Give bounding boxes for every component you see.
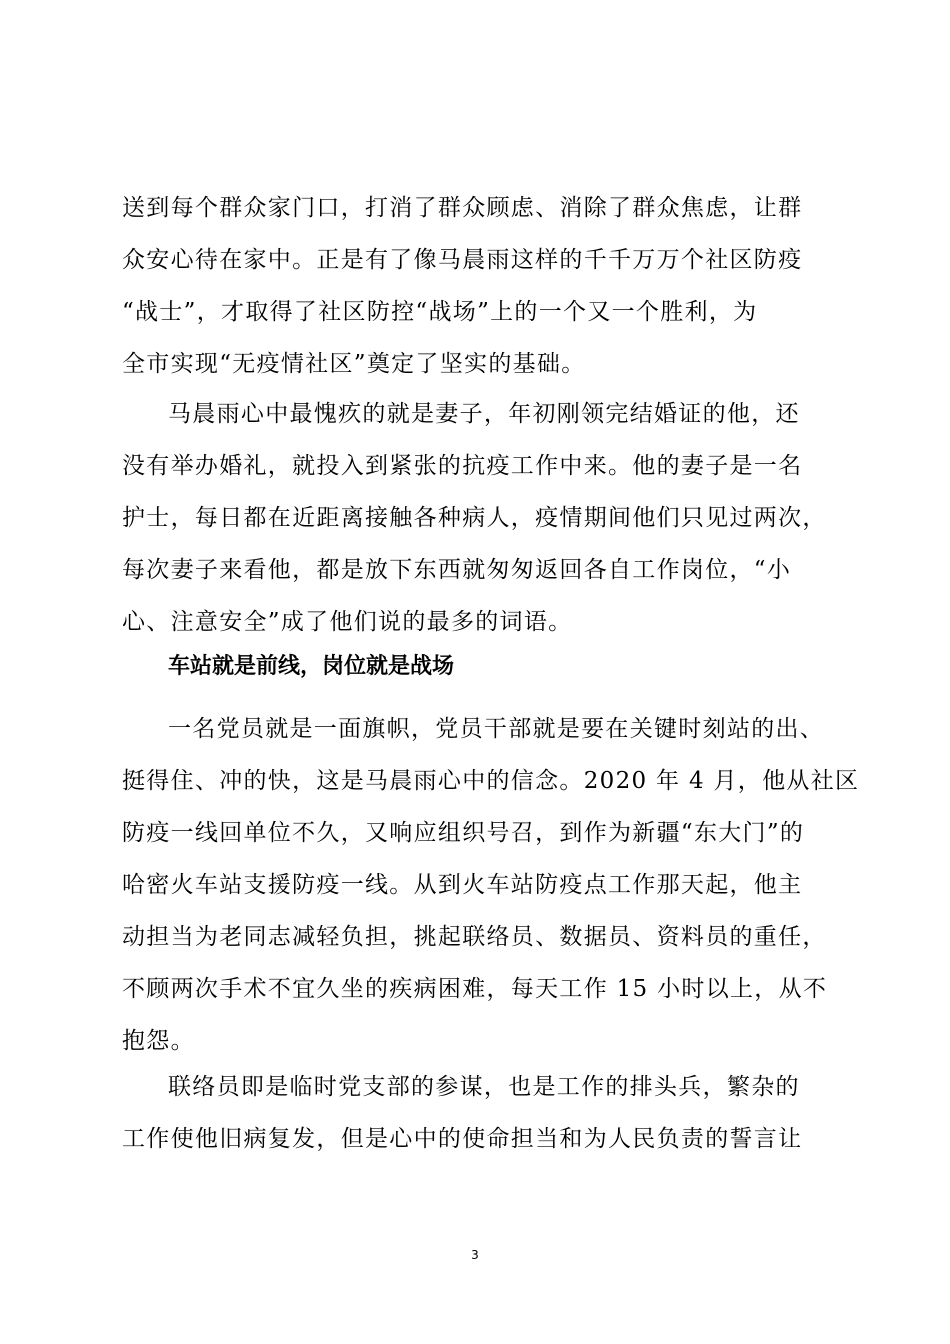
section-heading: 车站就是前线，岗位就是战场	[168, 654, 455, 679]
paragraph-liaison	[122, 1061, 828, 1165]
text-line: 防疫一线回单位不久，又响应组织号召，到作为新疆“东大门”的	[122, 820, 805, 846]
text-line: 挺得住、冲的快，这是马晨雨心中的信念。2020 年 4 月，他从社区	[122, 768, 860, 794]
paragraph	[122, 1061, 828, 1165]
paragraph-continued	[122, 182, 828, 390]
paragraph-wife	[122, 388, 828, 648]
text-line: 动担当为老同志减轻负担，挑起联络员、数据员、资料员的重任，	[122, 924, 827, 950]
text-line: 送到每个群众家门口，打消了群众顾虑、消除了群众焦虑，让群	[122, 195, 803, 221]
paragraph-station	[122, 703, 860, 1067]
text-line: 马晨雨心中最愧疚的就是妻子，年初刚领完结婚证的他，还	[168, 401, 800, 427]
text-line: 联络员即是临时党支部的参谋，也是工作的排头兵，繁杂的	[168, 1074, 800, 1100]
text-line: 哈密火车站支援防疫一线。从到火车站防疫点工作那天起，他主	[122, 872, 803, 898]
text-line: 众安心待在家中。正是有了像马晨雨这样的千千万万个社区防疫	[122, 247, 803, 273]
text-line: “战士”，才取得了社区防控“战场”上的一个又一个胜利，为	[122, 299, 758, 325]
paragraph	[122, 182, 828, 390]
text-line: 全市实现“无疫情社区”奠定了坚实的基础。	[122, 351, 586, 377]
text-line: 心、注意安全”成了他们说的最多的词语。	[122, 609, 573, 635]
paragraph	[122, 388, 828, 648]
text-line: 抱怨。	[122, 1028, 195, 1054]
text-line: 不顾两次手术不宜久坐的疾病困难，每天工作 15 小时以上，从不	[122, 976, 828, 1002]
text-line: 工作使他旧病复发，但是心中的使命担当和为人民负责的誓言让	[122, 1126, 803, 1152]
text-line: 一名党员就是一面旗帜，党员干部就是要在关键时刻站的出、	[168, 716, 825, 742]
paragraph	[122, 703, 860, 1067]
section-heading-block	[122, 641, 828, 693]
text-line: 每次妻子来看他，都是放下东西就匆匆返回各自工作岗位，“小	[122, 557, 792, 583]
text-line: 没有举办婚礼，就投入到紧张的抗疫工作中来。他的妻子是一名	[122, 453, 803, 479]
page-number: 3	[471, 1248, 479, 1262]
text-line: 护士，每日都在近距离接触各种病人，疫情期间他们只见过两次，	[122, 505, 827, 531]
